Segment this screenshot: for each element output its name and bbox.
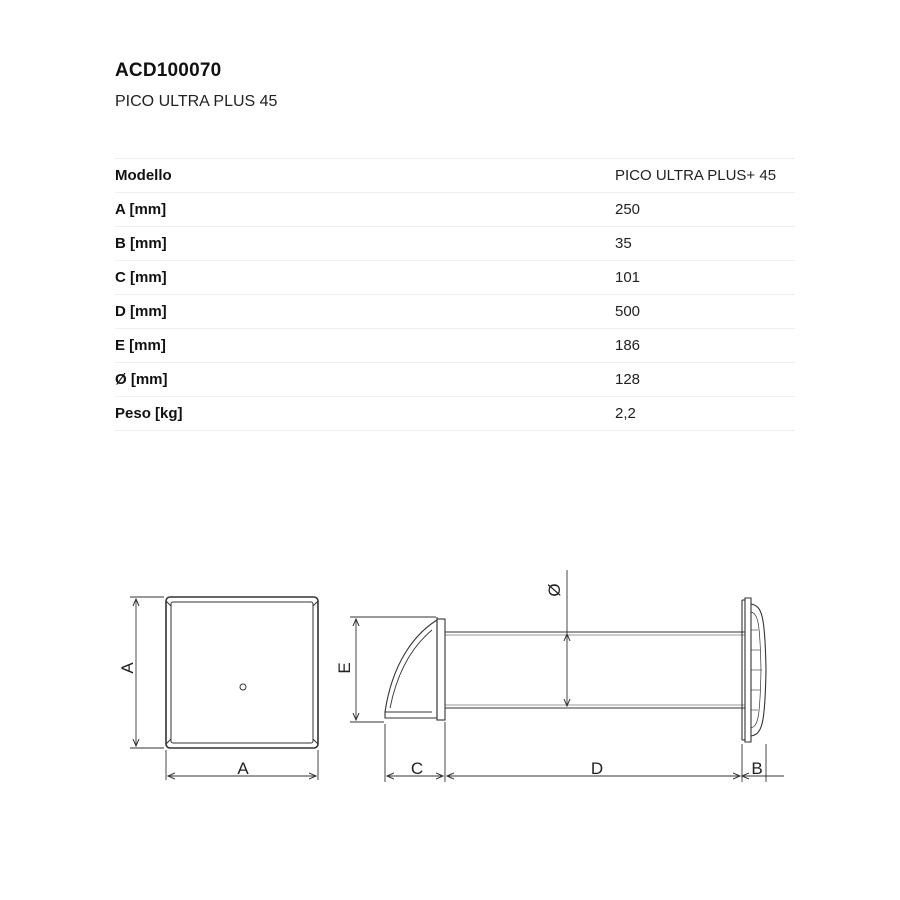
spec-label: A [mm] bbox=[115, 193, 615, 227]
product-name: PICO ULTRA PLUS 45 bbox=[115, 93, 278, 110]
dim-label-d: D bbox=[590, 759, 604, 778]
spec-value: 250 bbox=[615, 193, 795, 227]
front-plate-inner bbox=[171, 602, 313, 743]
mounting-flange bbox=[437, 619, 445, 720]
dim-label-a-horizontal: A bbox=[237, 759, 249, 778]
spec-value: 186 bbox=[615, 329, 795, 363]
spec-label: Modello bbox=[115, 159, 615, 193]
spec-label: E [mm] bbox=[115, 329, 615, 363]
dim-label-b: B bbox=[751, 759, 763, 778]
inner-grille bbox=[745, 598, 751, 742]
spec-label: C [mm] bbox=[115, 261, 615, 295]
spec-value: 101 bbox=[615, 261, 795, 295]
dim-label-c: C bbox=[410, 759, 424, 778]
side-view bbox=[385, 598, 766, 742]
center-screw-icon bbox=[240, 684, 246, 690]
spec-value: 128 bbox=[615, 363, 795, 397]
spec-value: PICO ULTRA PLUS+ 45 bbox=[615, 159, 795, 193]
spec-value: 2,2 bbox=[615, 397, 795, 431]
spec-label: B [mm] bbox=[115, 227, 615, 261]
dim-e bbox=[350, 617, 436, 722]
spec-label: D [mm] bbox=[115, 295, 615, 329]
front-plate-outer bbox=[166, 597, 318, 748]
product-code: ACD100070 bbox=[115, 60, 222, 81]
dim-label-a-vertical: A bbox=[118, 662, 137, 674]
dim-label-e: E bbox=[335, 662, 354, 674]
dim-label-diameter: Ø bbox=[545, 583, 564, 597]
spec-label: Ø [mm] bbox=[115, 363, 615, 397]
spec-value: 35 bbox=[615, 227, 795, 261]
dim-bottom bbox=[385, 722, 784, 782]
spec-value: 500 bbox=[615, 295, 795, 329]
front-view bbox=[166, 597, 318, 748]
spec-label: Peso [kg] bbox=[115, 397, 615, 431]
